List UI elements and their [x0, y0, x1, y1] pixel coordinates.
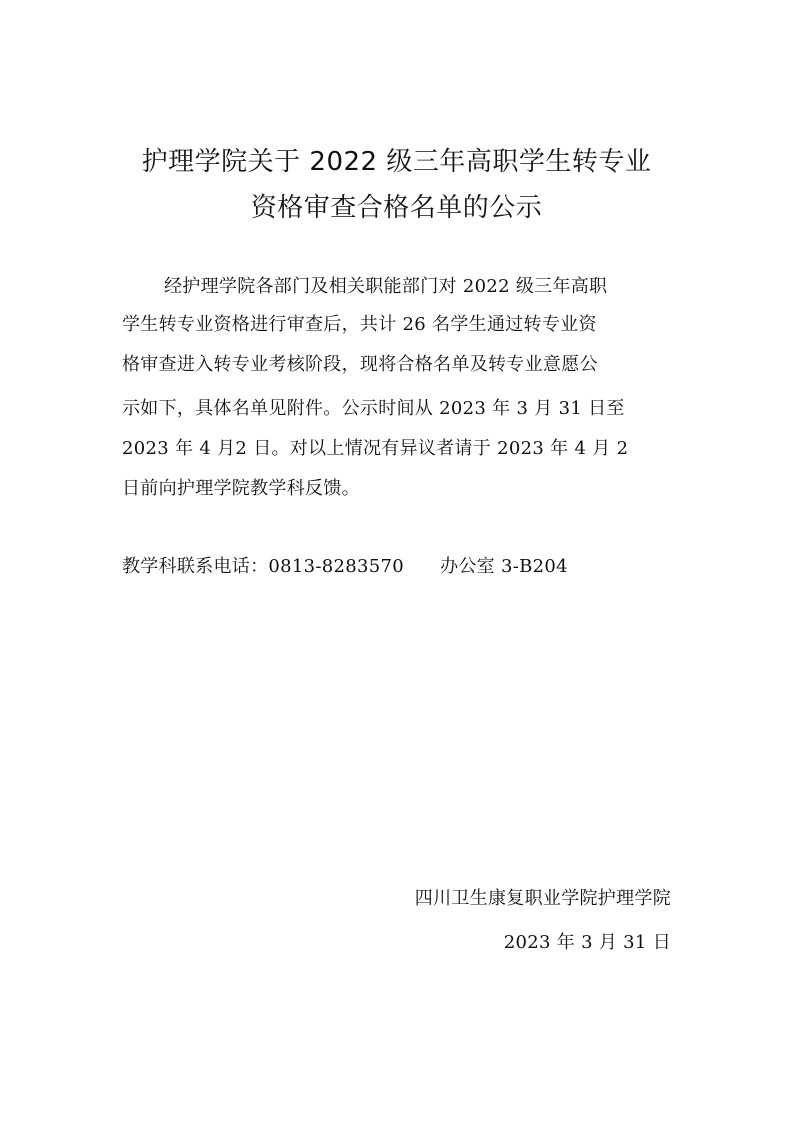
body-line-5: 2023 年 4 月2 日。对以上情况有异议者请于 2023 年 4 月 2 [122, 438, 629, 459]
page-title-line-2: 资格审查合格名单的公示 [250, 193, 543, 223]
contact-office: 办公室 3-B204 [440, 556, 568, 577]
body-line-6: 日前向护理学院教学科反馈。 [122, 478, 360, 499]
contact-info [122, 556, 568, 578]
signature-date: 2023 年 3 月 31 日 [503, 932, 671, 953]
page-title-line-1: 护理学院关于 2022 级三年高职学生转专业 [141, 147, 652, 177]
contact-phone: 教学科联系电话：0813-8283570 [122, 556, 405, 577]
body-line-1: 经护理学院各部门及相关职能部门对 2022 级三年高职 [164, 276, 608, 297]
signature-organization: 四川卫生康复职业学院护理学院 [414, 888, 671, 909]
body-line-3: 格审查进入转专业考核阶段，现将合格名单及转专业意愿公 [122, 354, 598, 375]
body-line-4: 示如下，具体名单见附件。公示时间从 2023 年 3 月 31 日至 [122, 398, 625, 419]
body-line-2: 学生转专业资格进行审查后，共计 26 名学生通过转专业资 [122, 314, 597, 335]
